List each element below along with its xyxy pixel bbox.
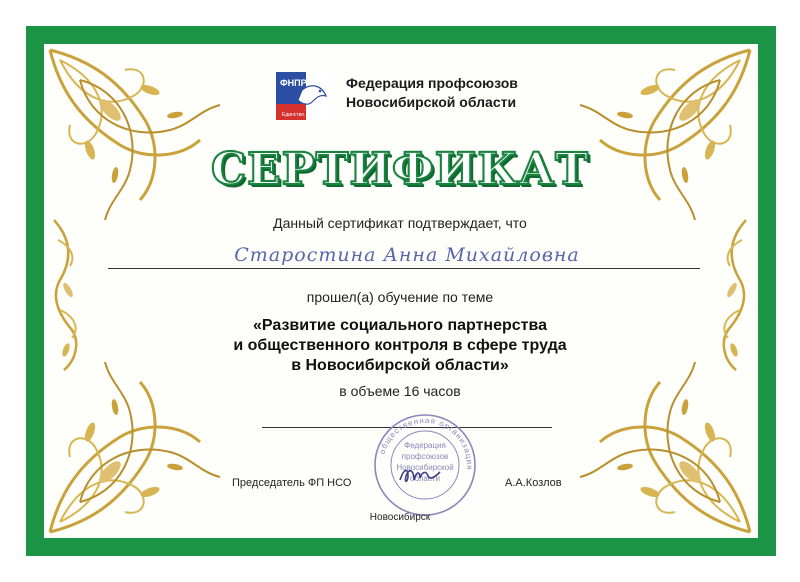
stamp-line4: области (410, 474, 440, 483)
organization-name-line1: Федерация профсоюзов (346, 75, 518, 91)
stamp-line2: профсоюзов (401, 452, 449, 461)
logo-caption: Единство. Солидарность. (282, 112, 342, 118)
hours-text: в объеме 16 часов (339, 383, 461, 399)
course-topic-line2: и общественного контроля в сфере труда (233, 337, 567, 354)
organization-name-line2: Новосибирской области (346, 94, 517, 110)
organization-name (346, 74, 518, 112)
stamp-outer-text: общественная организация (377, 415, 475, 471)
stamp-line1: Федерация (404, 441, 446, 450)
recipient-name: Старостина Анна Михайловна (234, 244, 580, 266)
course-topic-line1: «Развитие социального партнерства (253, 317, 547, 334)
signature-icon (396, 462, 444, 488)
stamp-line3: Новосибирской (396, 463, 454, 472)
chairman-label: Председатель ФП НСО (232, 477, 352, 489)
chairman-name: А.А.Козлов (505, 477, 562, 489)
trained-text: прошел(а) обучение по теме (306, 289, 494, 305)
logo-text: ФНПР (280, 78, 307, 88)
course-topic (0, 316, 800, 376)
recipient-underline (108, 268, 700, 269)
city-name: Новосибирск (369, 512, 431, 523)
course-topic-line3: в Новосибирской области» (291, 357, 509, 374)
fnpr-logo-icon (276, 72, 342, 120)
certificate-title: СЕРТИФИКАТ (211, 144, 589, 195)
confirms-text: Данный сертификат подтверждает, что (273, 215, 527, 231)
